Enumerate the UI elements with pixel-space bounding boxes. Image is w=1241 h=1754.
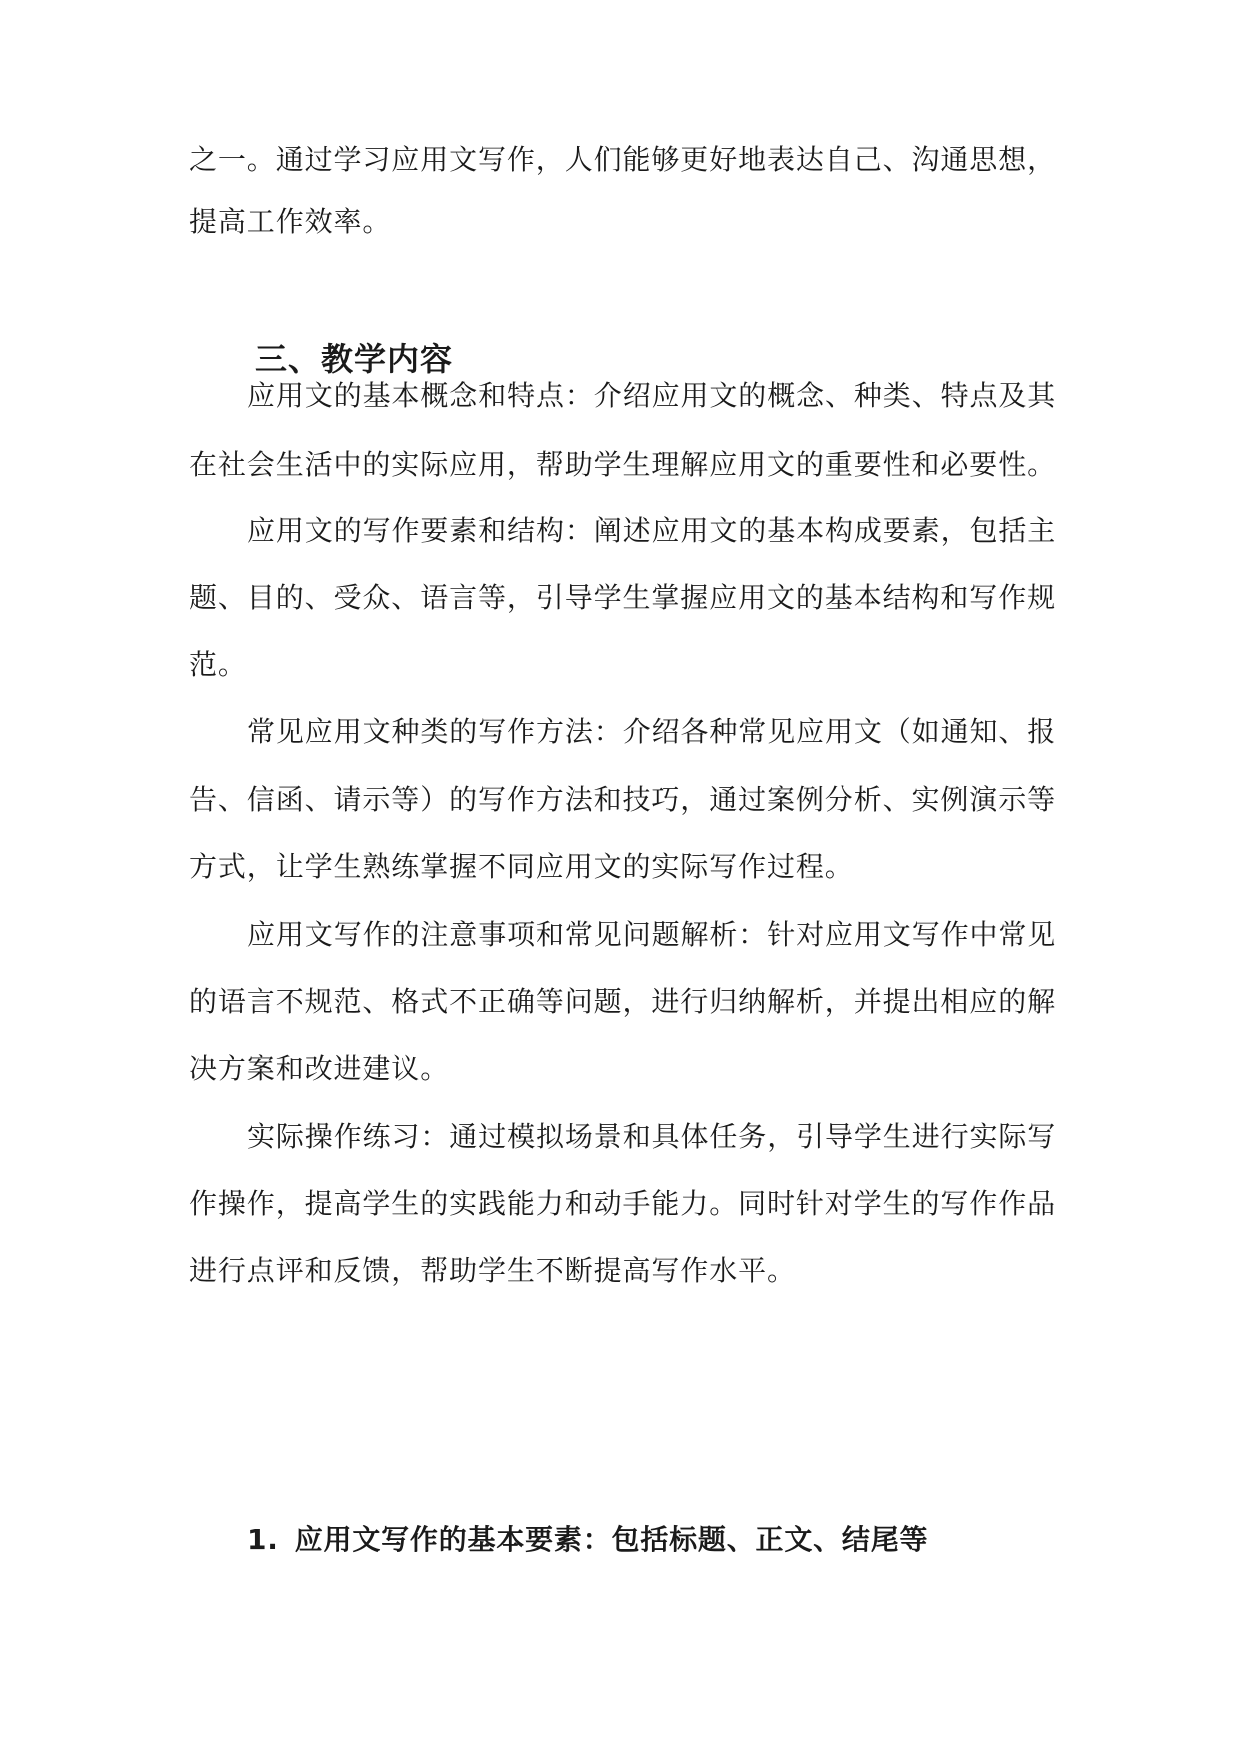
paragraph-4-line-1: 应用文写作的注意事项和常见问题解析：针对应用文写作中常见 — [247, 918, 1057, 951]
intro-line-1: 之一。通过学习应用文写作，人们能够更好地表达自己、沟通思想， — [189, 143, 1057, 176]
paragraph-5-line-3: 进行点评和反馈，帮助学生不断提高写作水平。 — [189, 1254, 796, 1287]
paragraph-4-line-2: 的语言不规范、格式不正确等问题，进行归纳解析，并提出相应的解 — [189, 985, 1057, 1018]
subheading-number: 1. — [247, 1523, 279, 1556]
paragraph-2-line-3: 范。 — [189, 648, 247, 681]
subheading — [247, 1520, 928, 1560]
section-heading: 三、教学内容 — [255, 340, 454, 378]
paragraph-1-line-2: 在社会生活中的实际应用，帮助学生理解应用文的重要性和必要性。 — [189, 448, 1057, 481]
paragraph-2-line-1: 应用文的写作要素和结构：阐述应用文的基本构成要素，包括主 — [247, 514, 1057, 547]
paragraph-3-line-1: 常见应用文种类的写作方法：介绍各种常见应用文（如通知、报 — [247, 715, 1057, 748]
paragraph-2-line-2: 题、目的、受众、语言等，引导学生掌握应用文的基本结构和写作规 — [189, 581, 1057, 614]
paragraph-4-line-3: 决方案和改进建议。 — [189, 1052, 450, 1085]
paragraph-1-line-1: 应用文的基本概念和特点：介绍应用文的概念、种类、特点及其 — [247, 379, 1057, 412]
paragraph-5-line-1: 实际操作练习：通过模拟场景和具体任务，引导学生进行实际写 — [247, 1120, 1057, 1153]
paragraph-3-line-2: 告、信函、请示等）的写作方法和技巧，通过案例分析、实例演示等 — [189, 783, 1057, 816]
paragraph-5-line-2: 作操作，提高学生的实践能力和动手能力。同时针对学生的写作作品 — [189, 1187, 1057, 1220]
paragraph-3-line-3: 方式，让学生熟练掌握不同应用文的实际写作过程。 — [189, 850, 854, 883]
intro-line-2: 提高工作效率。 — [189, 205, 392, 238]
subheading-text: 应用文写作的基本要素：包括标题、正文、结尾等 — [294, 1523, 929, 1556]
